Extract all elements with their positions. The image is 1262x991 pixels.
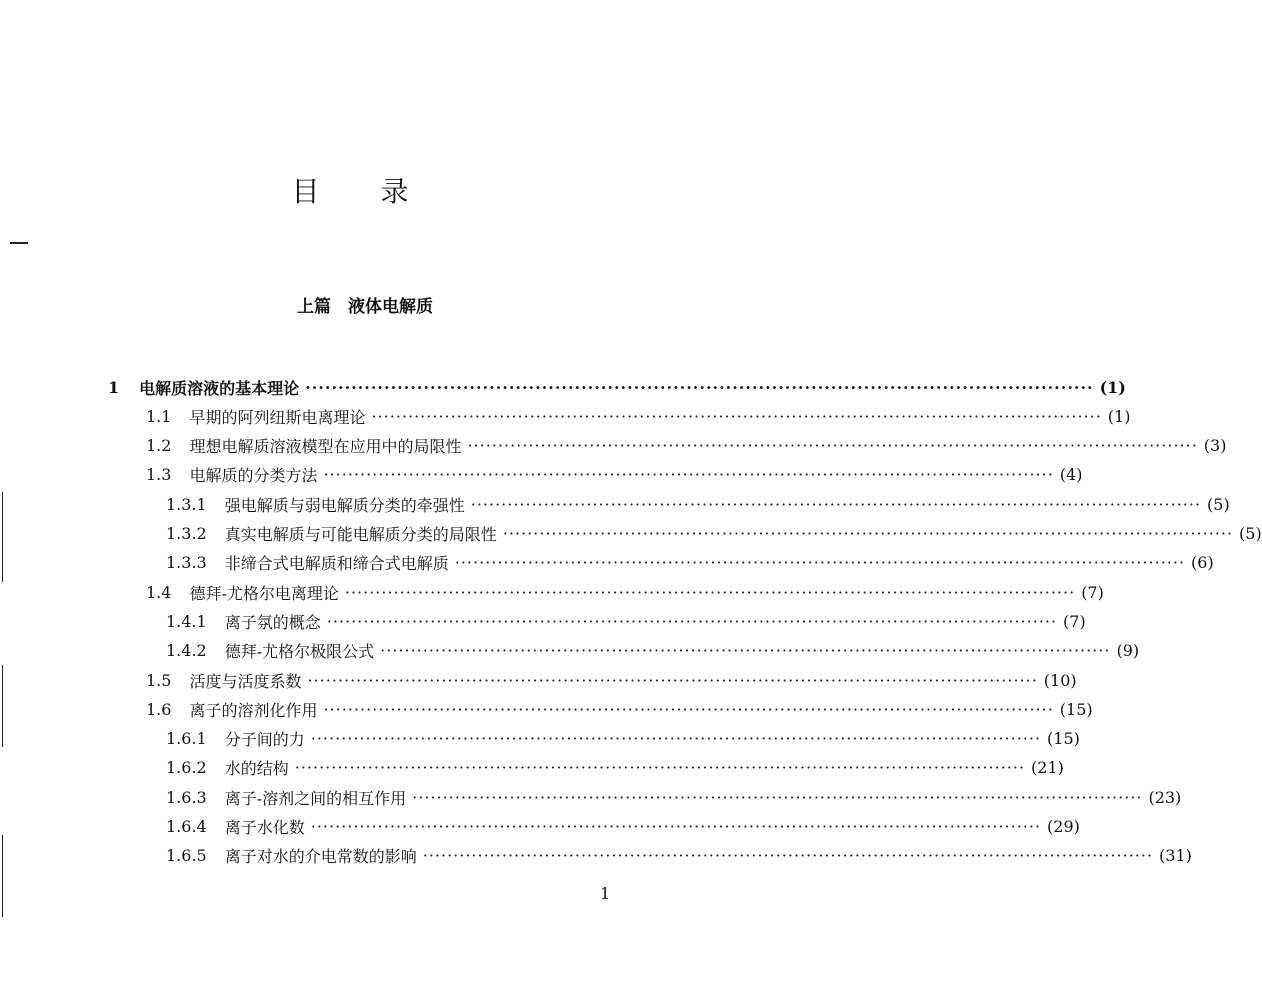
toc-leader-dots: ························································································································ (294, 758, 1026, 778)
toc-entry-page: (21) (1031, 758, 1064, 778)
toc-entry (166, 610, 1086, 632)
toc-entry-page: (3) (1203, 436, 1227, 456)
toc-entry (146, 581, 1104, 603)
toc-leader-dots: ························································································································ (305, 377, 1094, 397)
toc-entry-page: (29) (1047, 817, 1080, 836)
toc-entry (166, 552, 1214, 574)
toc-leader-dots: ························································································································ (371, 406, 1102, 426)
page-number: 1 (600, 884, 611, 903)
toc-entry-title: 德拜-尤格尔极限公式 (224, 642, 375, 662)
toc-entry-number: 1.6.5 (166, 846, 207, 866)
toc-entry (146, 698, 1093, 720)
toc-entry-title: 强电解质与弱电解质分类的牵强性 (224, 495, 465, 515)
toc-entry (146, 435, 1227, 457)
toc-entry-title: 分子间的力 (224, 730, 305, 750)
toc-entry-number: 1.6.2 (166, 758, 207, 778)
toc-entry (108, 376, 1126, 398)
toc-leader-dots: ························································································································ (307, 670, 1038, 690)
toc-entry (146, 405, 1131, 427)
toc-leader-dots: ························································································································ (467, 436, 1198, 456)
toc-entry-number: 1.6.4 (166, 817, 207, 836)
section-subtitle: 上篇 液体电解质 (297, 297, 433, 317)
toc-entry (166, 757, 1064, 779)
toc-entry-page: (10) (1043, 670, 1077, 690)
toc-entry-title: 早期的阿列纽斯电离理论 (189, 407, 366, 427)
scan-mark (2, 492, 3, 582)
toc-entry (166, 728, 1080, 750)
scan-mark (10, 242, 28, 244)
scan-mark (2, 835, 3, 917)
toc-entry-number: 1.6.1 (166, 729, 207, 749)
toc-entry-page: (7) (1063, 611, 1086, 631)
toc-entry-page: (5) (1207, 494, 1230, 514)
toc-leader-dots: ························································································································ (323, 465, 1054, 485)
toc-entry-title: 活度与活度系数 (189, 671, 302, 691)
toc-leader-dots: ························································································································ (310, 729, 1042, 749)
toc-entry (166, 523, 1262, 545)
toc-entry-page: (4) (1059, 465, 1083, 485)
toc-entry-number: 1.4.2 (166, 641, 207, 661)
toc-entry (146, 464, 1083, 486)
toc-entry-title: 离子的溶剂化作用 (189, 700, 318, 720)
toc-leader-dots: ························································································································ (310, 817, 1042, 836)
toc-leader-dots: ························································································································ (323, 699, 1054, 719)
toc-entry (146, 669, 1077, 691)
toc-entry-title: 离子-溶剂之间的相互作用 (224, 788, 407, 808)
toc-entry-number: 1.3.2 (166, 524, 207, 543)
toc-entry-number: 1 (108, 377, 120, 397)
toc-entry-page: (6) (1191, 553, 1214, 573)
toc-leader-dots: ························································································································ (470, 494, 1202, 514)
toc-entry-page: (7) (1081, 582, 1104, 602)
toc-entry-number: 1.3 (146, 465, 172, 485)
toc-entry-number: 1.3.1 (166, 494, 207, 514)
toc-entry-title: 电解质溶液的基本理论 (139, 378, 300, 398)
toc-leader-dots: ························································································································ (422, 846, 1154, 866)
toc-entry-title: 非缔合式电解质和缔合式电解质 (224, 554, 449, 574)
toc-entry-number: 1.6 (146, 699, 172, 719)
toc-entry (166, 640, 1140, 662)
toc-leader-dots: ························································································································ (454, 553, 1186, 573)
toc-entry-title: 离子氛的概念 (224, 612, 321, 632)
toc-entry-page: (1) (1099, 377, 1126, 397)
toc-entry (166, 786, 1182, 808)
toc-leader-dots: ························································································································ (344, 582, 1076, 602)
toc-entry-title: 离子对水的介电常数的影响 (224, 847, 417, 867)
toc-entry-number: 1.2 (146, 436, 172, 456)
toc-entry (166, 845, 1192, 867)
toc-entry-title: 离子水化数 (224, 818, 305, 837)
toc-entry-title: 德拜-尤格尔电离理论 (189, 583, 339, 603)
toc-entry-page: (1) (1107, 406, 1131, 426)
toc-entry-title: 理想电解质溶液模型在应用中的局限性 (189, 437, 462, 457)
scan-mark (2, 665, 3, 747)
toc-entry-number: 1.1 (146, 406, 172, 426)
toc-entry-number: 1.4.1 (166, 611, 207, 631)
toc-leader-dots: ························································································································ (326, 611, 1058, 631)
toc-entry-title: 水的结构 (224, 759, 289, 779)
toc-leader-dots: ························································································································ (502, 524, 1234, 543)
toc-entry-number: 1.3.3 (166, 553, 207, 573)
toc-entry-page: (9) (1116, 641, 1140, 661)
toc-entry-number: 1.4 (146, 582, 172, 602)
toc-entry-page: (5) (1239, 524, 1262, 543)
toc-entry (166, 493, 1230, 515)
toc-leader-dots: ························································································································ (412, 787, 1143, 807)
toc-entry-number: 1.5 (146, 670, 172, 690)
toc-leader-dots: ························································································································ (380, 641, 1111, 661)
toc-entry-page: (15) (1047, 729, 1080, 749)
toc-entry-title: 电解质的分类方法 (189, 466, 318, 486)
page-title: 目 录 (291, 175, 435, 208)
toc-entry-page: (31) (1159, 846, 1192, 866)
toc-entry-page: (23) (1148, 787, 1182, 807)
toc-entry-title: 真实电解质与可能电解质分类的局限性 (224, 525, 497, 544)
toc-entry (166, 816, 1080, 838)
toc-entry-number: 1.6.3 (166, 787, 207, 807)
toc-entry-page: (15) (1059, 699, 1093, 719)
